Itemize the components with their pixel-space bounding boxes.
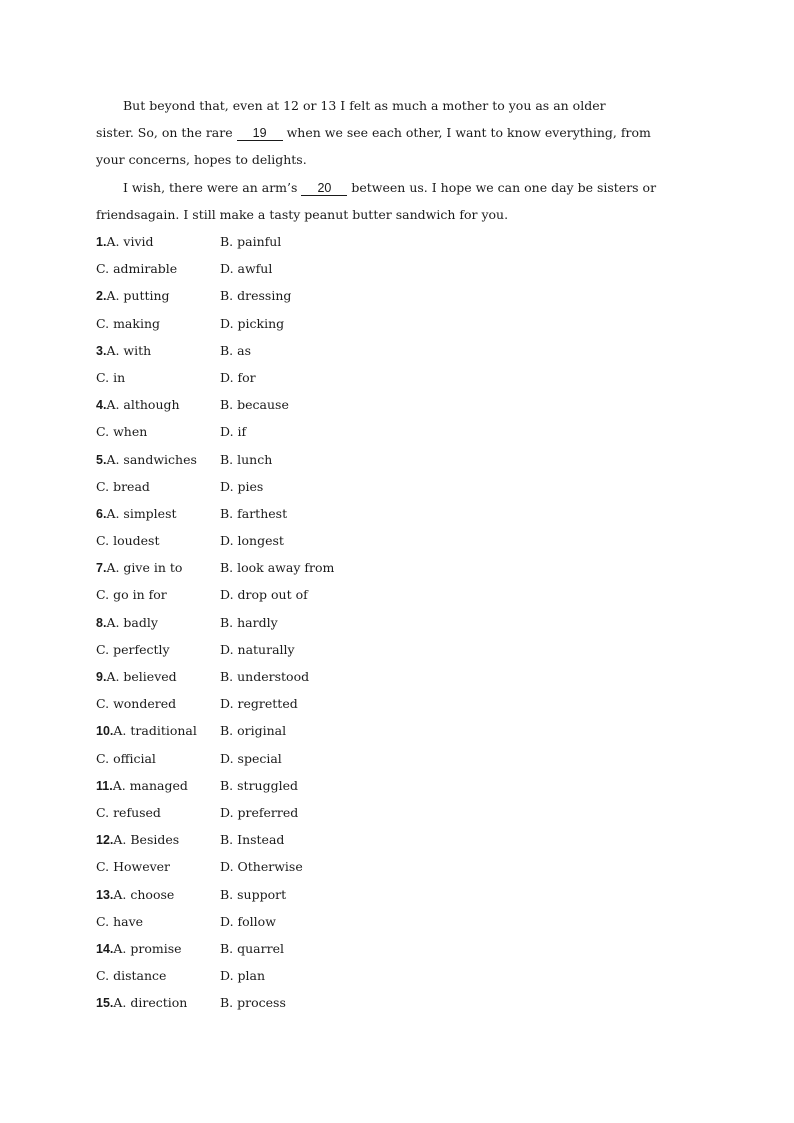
option-d: D. longest	[220, 533, 284, 549]
option-d: D. picking	[220, 315, 285, 331]
question-number: 9.	[96, 670, 107, 684]
option-b: B. dressing	[220, 288, 292, 304]
option-c: C. refused	[96, 804, 161, 820]
paragraph-2-line-2	[96, 201, 696, 228]
option-a	[96, 989, 187, 1017]
option-b: B. hardly	[220, 614, 278, 630]
question-number: 5.	[96, 452, 107, 467]
option-c: C. have	[96, 913, 144, 929]
option-a-text: A. vivid	[106, 234, 154, 249]
option-a	[96, 554, 182, 582]
option-b: B. farthest	[220, 505, 288, 521]
question-number: 3.	[96, 343, 107, 358]
question-number: 11.	[96, 778, 113, 793]
option-d: D. plan	[220, 968, 266, 984]
option-b: B. struggled	[220, 777, 298, 793]
option-d: D. drop out of	[220, 587, 308, 603]
question-number: 15.	[96, 996, 114, 1011]
paragraph-1-line-1	[96, 92, 696, 119]
option-a-text: A. Besides	[113, 832, 180, 848]
option-a	[96, 500, 177, 528]
option-b: B. as	[220, 342, 251, 358]
option-a-text: A. managed	[112, 777, 188, 793]
question-number: 1.	[96, 235, 107, 249]
option-a	[96, 826, 179, 854]
passage-text: sister. So, on the rare	[96, 125, 237, 141]
option-b: B. understood	[220, 669, 310, 684]
option-d: D. naturally	[220, 641, 295, 657]
option-c: C. in	[96, 369, 126, 385]
option-a-text: A. simplest	[106, 505, 177, 521]
option-a-text: A. give in to	[106, 560, 183, 576]
question-number: 14.	[96, 941, 114, 956]
option-a-text: A. with	[106, 342, 152, 358]
option-b: B. painful	[220, 234, 282, 249]
option-c: C. perfectly	[96, 641, 170, 657]
option-a-text: A. although	[106, 397, 180, 413]
passage-text: friendsagain. I still make a tasty peanut butter sandwich for you.	[96, 206, 509, 222]
option-a	[96, 391, 180, 419]
option-a	[96, 337, 151, 365]
option-b: B. original	[220, 723, 287, 739]
option-c: C. wondered	[96, 696, 177, 712]
option-d: D. regretted	[220, 696, 298, 712]
passage-text: But beyond that, even at 12 or 13 I felt as much a mother to you as an older	[123, 98, 606, 113]
option-b: B. quarrel	[220, 940, 284, 956]
option-c: C. official	[96, 750, 156, 766]
option-a	[96, 228, 154, 256]
blank-19: 19	[237, 126, 283, 141]
passage-text: when we see each other, I want to know everything, from	[282, 125, 651, 141]
option-a	[96, 663, 177, 691]
question-number: 7.	[96, 561, 107, 576]
question-number: 2.	[96, 289, 107, 304]
option-a	[96, 717, 197, 745]
option-c: C. admirable	[96, 261, 178, 277]
option-a-text: A. believed	[106, 669, 177, 684]
option-b: B. lunch	[220, 451, 273, 467]
option-c: C. bread	[96, 478, 150, 494]
question-number: 13.	[96, 887, 114, 902]
option-a-text: A. putting	[106, 288, 170, 304]
option-a-text: A. badly	[106, 614, 158, 630]
option-d: D. if	[220, 424, 247, 440]
option-a	[96, 446, 197, 474]
option-d: D. follow	[220, 913, 276, 929]
passage	[96, 92, 696, 228]
question-number: 12.	[96, 833, 114, 848]
option-c: C. when	[96, 424, 148, 440]
option-c: C. loudest	[96, 533, 160, 549]
option-d: D. Otherwise	[220, 859, 303, 875]
paragraph-2-line-1	[96, 174, 696, 201]
option-b: B. Instead	[220, 832, 285, 848]
option-a	[96, 881, 174, 909]
option-d: D. for	[220, 369, 256, 385]
option-b: B. look away from	[220, 560, 335, 576]
option-d: D. special	[220, 750, 282, 766]
option-a-text: A. choose	[113, 886, 175, 902]
paragraph-1-line-2	[96, 119, 696, 146]
option-a-text: A. direction	[113, 995, 188, 1011]
passage-text: I wish, there were an arm’s	[123, 179, 302, 195]
blank-20: 20	[301, 181, 347, 196]
question-number: 8.	[96, 615, 107, 630]
passage-text: between us. I hope we can one day be sisters or	[347, 179, 657, 195]
option-a	[96, 282, 170, 310]
paragraph-1-line-3	[96, 146, 696, 173]
option-b: B. because	[220, 397, 289, 413]
option-a-text: A. promise	[113, 940, 182, 956]
option-c: C. However	[96, 859, 171, 875]
option-a-text: A. sandwiches	[106, 451, 197, 467]
option-b: B. process	[220, 995, 286, 1011]
option-d: D. preferred	[220, 804, 299, 820]
option-c: C. making	[96, 315, 160, 331]
option-c: C. go in for	[96, 587, 167, 603]
option-c: C. distance	[96, 968, 167, 984]
option-a	[96, 609, 158, 637]
question-number: 10.	[96, 724, 114, 739]
option-b: B. support	[220, 886, 287, 902]
question-number: 4.	[96, 398, 107, 413]
question-number: 6.	[96, 506, 107, 521]
option-a-text: A. traditional	[113, 723, 197, 739]
option-a	[96, 935, 182, 963]
option-a	[96, 772, 188, 800]
option-d: D. pies	[220, 478, 264, 494]
option-d: D. awful	[220, 261, 273, 277]
passage-text: your concerns, hopes to delights.	[96, 152, 307, 168]
